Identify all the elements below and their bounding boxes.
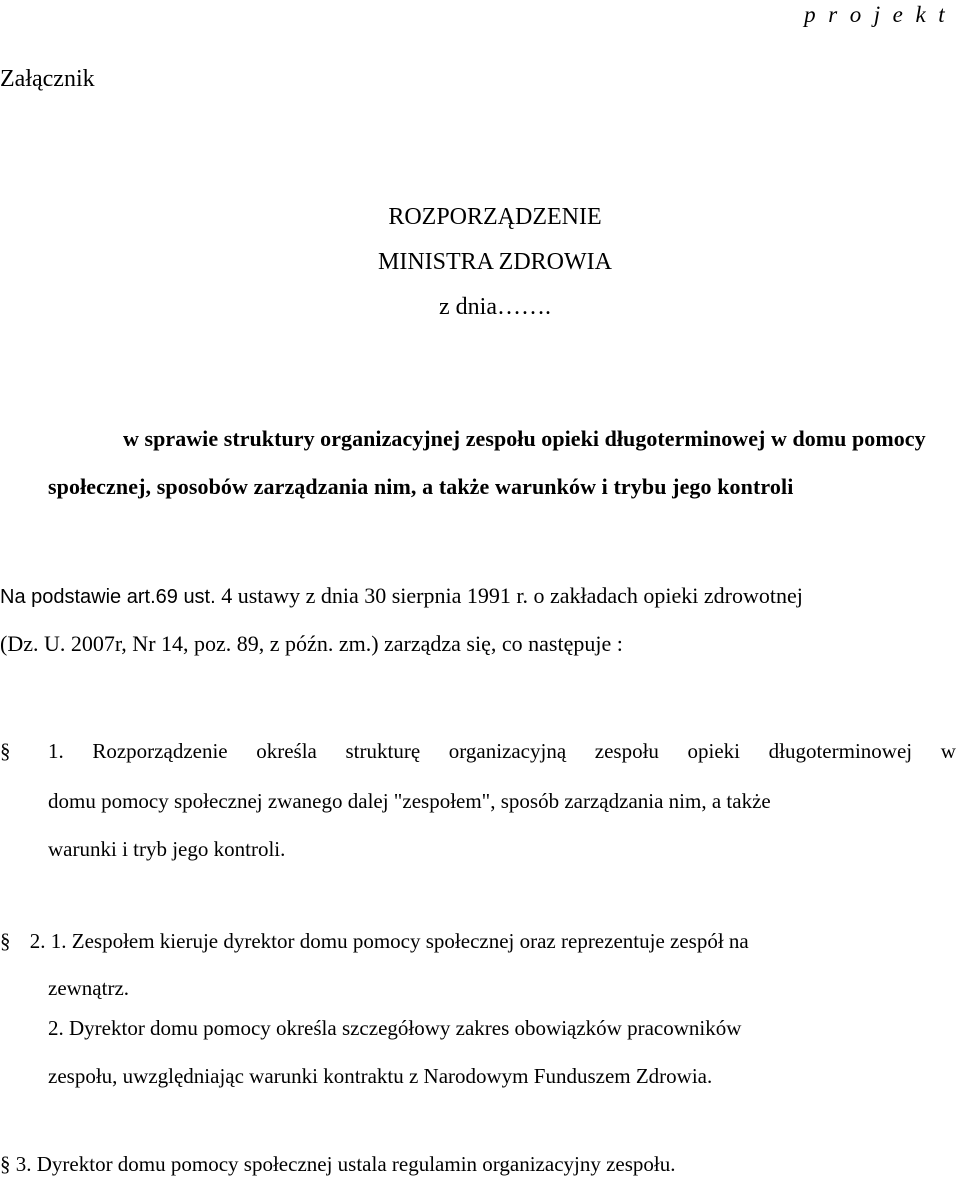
section-1-marker: § [0,739,11,763]
legal-basis-line-1 [0,583,803,609]
section-1-line-2: domu pomocy społecznej zwanego dalej "zespołem", sposób zarządzania nim, a także [48,789,771,813]
section-1-word: zespołu [594,739,659,763]
section-3-marker: § [0,1152,11,1176]
document-status: p r o j e k t [804,2,948,27]
section-3 [0,1152,676,1177]
legal-basis-line-2 [0,631,623,657]
section-2-item-2-line-2: zespołu, uwzględniając warunki kontraktu z Narodowym Funduszem Zdrowia. [48,1064,713,1088]
annex-label: Załącznik [0,66,95,92]
legal-basis-act: 4 ustawy z dnia 30 sierpnia 1991 r. o zakładach opieki zdrowotnej [221,583,803,608]
legal-basis-citation: (Dz. U. 2007r, Nr 14, poz. 89, z późn. zm.) zarządza się, co następuje : [0,631,623,656]
section-3-text: 3. Dyrektor domu pomocy społecznej ustala regulamin organizacyjny zespołu. [15,1152,676,1176]
regulation-title-line-2: społecznej, sposobów zarządzania nim, a także warunków i trybu jego kontroli [48,474,794,499]
section-1-word: określa [256,739,317,763]
section-1-word: organizacyjną [448,739,567,763]
section-2-item-2-line-1: 2. Dyrektor domu pomocy określa szczegółowy zakres obowiązków pracowników [48,1016,742,1040]
section-2-intro-continued: zewnątrz. [48,976,130,1000]
regulation-heading: ROZPORZĄDZENIE [388,204,602,230]
section-1-word: Rozporządzenie [92,739,228,763]
section-1-word: opieki [687,739,741,763]
section-2-marker: § [0,929,11,953]
legal-basis-article: Na podstawie art.69 ust. [0,586,216,608]
section-1-line-1 [48,739,956,764]
section-1-word: długoterminowej [768,739,913,763]
section-1-word: strukturę [345,739,421,763]
regulation-date: z dnia……. [439,294,551,320]
section-2-intro: 2. 1. Zespołem kieruje dyrektor domu pomocy społecznej oraz reprezentuje zespół na [29,929,749,953]
regulation-title-line-1: w sprawie struktury organizacyjnej zespołu opieki długoterminowej w domu pomocy [123,426,926,451]
section-1-word: w [940,739,956,763]
section-2-line-1 [0,929,749,954]
section-1-number: 1. [48,739,64,763]
issuing-authority: MINISTRA ZDROWIA [378,249,612,275]
section-1-line-3: warunki i tryb jego kontroli. [48,837,286,861]
